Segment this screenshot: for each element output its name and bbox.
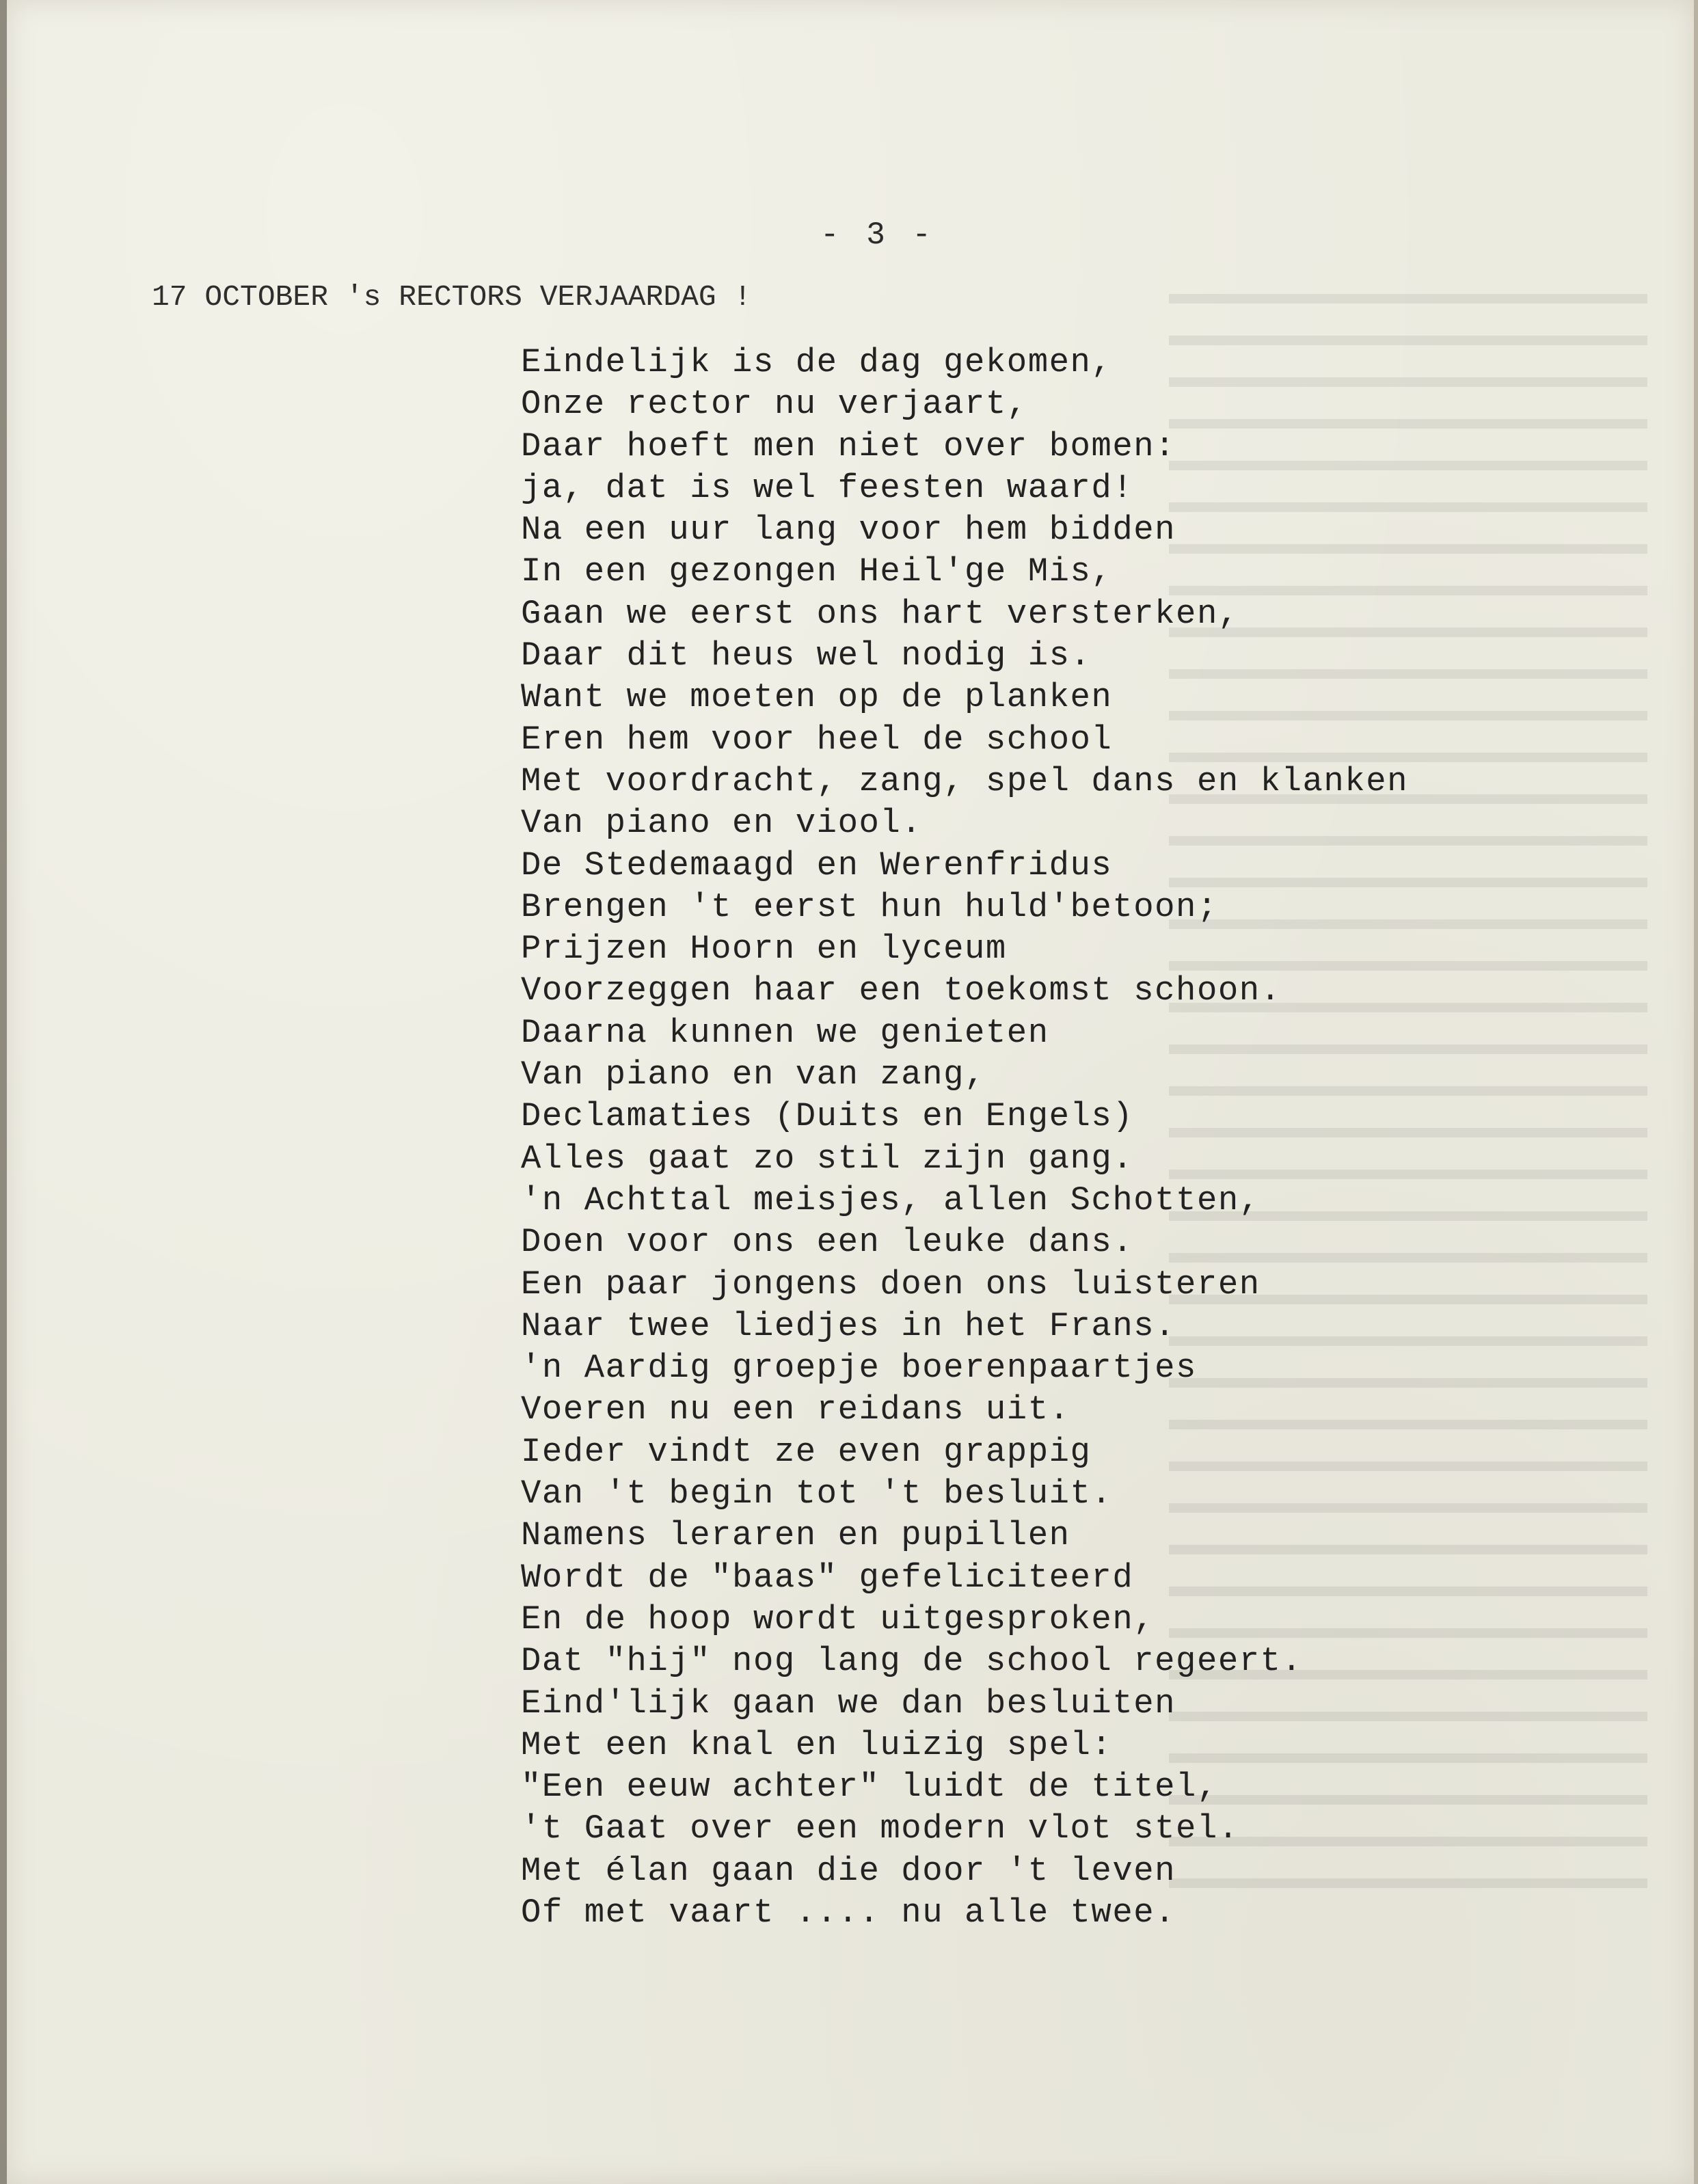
poem-line: Eren hem voor heel de school xyxy=(521,720,1113,759)
page-heading: 17 OCTOBER 's RECTORS VERJAARDAG ! xyxy=(152,280,752,314)
poem-line: Eind'lijk gaan we dan besluiten xyxy=(521,1684,1176,1723)
document-page xyxy=(7,0,1694,2184)
poem-line: Eindelijk is de dag gekomen, xyxy=(521,343,1113,381)
poem-line: Of met vaart .... nu alle twee. xyxy=(521,1893,1176,1932)
poem-line: Van 't begin tot 't besluit. xyxy=(521,1474,1113,1513)
poem-line: 'n Achttal meisjes, allen Schotten, xyxy=(521,1181,1261,1219)
poem-line: Gaan we eerst ons hart versterken, xyxy=(521,594,1239,633)
poem-line: Dat "hij" nog lang de school regeert. xyxy=(521,1642,1303,1681)
poem-line: Declamaties (Duits en Engels) xyxy=(521,1097,1134,1136)
poem-line: 't Gaat over een modern vlot stel. xyxy=(521,1809,1239,1848)
poem-line: Voorzeggen haar een toekomst schoon. xyxy=(521,971,1282,1010)
poem-line: Wordt de "baas" gefeliciteerd xyxy=(521,1558,1134,1597)
poem-line: Daarna kunnen we genieten xyxy=(521,1013,1049,1052)
poem-line: Daar hoeft men niet over bomen: xyxy=(521,427,1176,466)
poem-line: Met voordracht, zang, spel dans en klanken xyxy=(521,761,1409,800)
poem-line: Namens leraren en pupillen xyxy=(521,1516,1070,1555)
poem-line: Ieder vindt ze even grappig xyxy=(521,1432,1092,1471)
poem-line: En de hoop wordt uitgesproken, xyxy=(521,1600,1155,1639)
poem-line: Naar twee liedjes in het Frans. xyxy=(521,1306,1176,1345)
poem-line: Met élan gaan die door 't leven xyxy=(521,1851,1176,1890)
poem-line: ja, dat is wel feesten waard! xyxy=(521,468,1134,507)
poem-line: Met een knal en luizig spel: xyxy=(521,1725,1113,1764)
poem-line: 'n Aardig groepje boerenpaartjes xyxy=(521,1349,1197,1388)
poem-line: Onze rector nu verjaart, xyxy=(521,385,1028,424)
poem-line: "Een eeuw achter" luidt de titel, xyxy=(521,1768,1218,1807)
poem-line: In een gezongen Heil'ge Mis, xyxy=(521,552,1113,591)
poem-line: Alles gaat zo stil zijn gang. xyxy=(521,1139,1134,1178)
poem-line: Van piano en viool. xyxy=(521,804,923,843)
poem-line: De Stedemaagd en Werenfridus xyxy=(521,846,1113,885)
poem xyxy=(521,342,1546,1934)
page-number: - 3 - xyxy=(820,217,936,253)
page-edge xyxy=(0,0,7,2184)
poem-line: Een paar jongens doen ons luisteren xyxy=(521,1265,1261,1304)
poem-line: Van piano en van zang, xyxy=(521,1055,986,1094)
poem-line: Doen voor ons een leuke dans. xyxy=(521,1223,1134,1262)
poem-line: Want we moeten op de planken xyxy=(521,678,1113,717)
poem-line: Brengen 't eerst hun huld'betoon; xyxy=(521,887,1218,926)
poem-line: Daar dit heus wel nodig is. xyxy=(521,636,1092,675)
poem-line: Prijzen Hoorn en lyceum xyxy=(521,930,1007,969)
poem-line: Na een uur lang voor hem bidden xyxy=(521,511,1176,550)
poem-line: Voeren nu een reidans uit. xyxy=(521,1390,1070,1429)
